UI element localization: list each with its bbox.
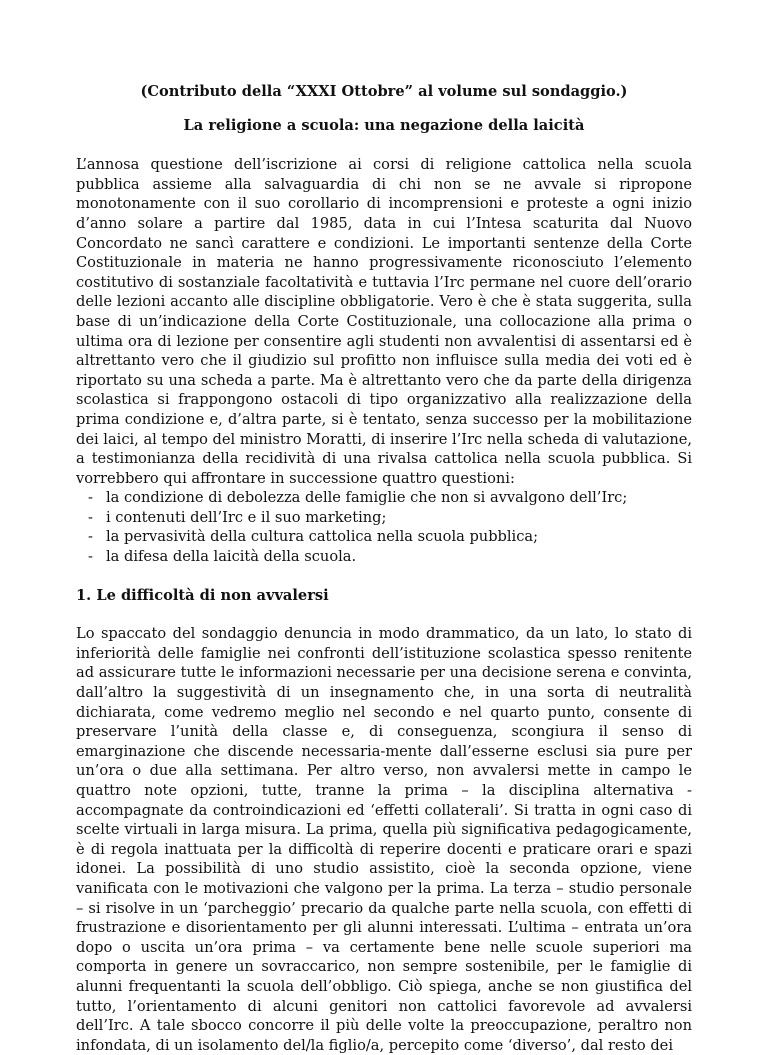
document-header: (Contributo della “XXXI Ottobre” al volume sul sondaggio.)	[140, 83, 628, 100]
document-title: La religione a scuola: una negazione della laicità	[183, 116, 585, 134]
topics-list	[76, 488, 692, 566]
intro-paragraph: L’annosa questione dell’iscrizione ai corsi di religione cattolica nella scuola pubblica assieme alla salvaguardia di chi non se ne avvale si ripropone monotonamente con il suo corollario di incomprensioni e proteste a ogni inizio d’anno solare a partire dal 1985, data in cui l’Intesa scaturita dal Nuovo Concordato ne sancì carattere e condizioni. Le importanti sentenze della Corte Costituzionale in materia ne hanno progressivamente riconosciuto l’elemento costitutivo di sostanziale facoltatività e tuttavia l’Irc permane nel cuore dell’orario delle lezioni accanto alle discipline obbligatorie. Vero è che è stata suggerita, sulla base di un’indicazione della Corte Costituzionale, una collocazione alla prima o ultima ora di lezione per consentire agli studenti non avvalentisi di assentarsi ed è altrettanto vero che il giudizio sul profitto non influisce sulla media dei voti ed è riportato su una scheda a parte. Ma è altrettanto vero che da parte della dirigenza scolastica si frappongono ostacoli di tipo organizzativo alla realizzazione della prima condizione e, d’altra parte, si è tentato, senza successo per la mobilitazione dei laici, al tempo del ministro Moratti, di inserire l’Irc nella scheda di valutazione, a testimonianza della recidività di una rivalsa cattolica nella scuola pubblica. Si vorrebbero qui affrontare in successione quattro questioni:	[76, 156, 692, 487]
list-item	[76, 508, 692, 528]
list-item-text: i contenuti dell’Irc e il suo marketing;	[106, 508, 387, 526]
list-marker: -	[88, 508, 93, 526]
list-item	[76, 488, 692, 508]
section-heading: 1. Le difficoltà di non avvalersi	[76, 586, 329, 604]
list-marker: -	[88, 548, 93, 566]
list-marker: -	[88, 489, 93, 507]
list-item-text: la pervasività della cultura cattolica nella scuola pubblica;	[106, 528, 539, 546]
list-item	[76, 547, 692, 567]
list-item	[76, 527, 692, 547]
list-marker: -	[88, 528, 93, 546]
document-page	[76, 82, 692, 1055]
section-paragraph: Lo spaccato del sondaggio denuncia in modo drammatico, da un lato, lo stato di inferiorità delle famiglie nei confronti dell’istituzione scolastica spesso renitente ad assicurare tutte le informazioni necessarie per una decisione serena e convinta, dall’altro la suggestività di un insegnamento che, in una sorta di neutralità dichiarata, come vedremo meglio nel secondo e nel quarto punto, consente di preservare l’unità della classe e, di conseguenza, scongiura il senso di emarginazione che discende necessaria-mente dall’esserne esclusi sia pure per un’ora o due alla settimana. Per altro verso, non avvalersi mette in campo le quattro note opzioni, tutte, tranne la prima – la disciplina alternativa - accompagnate da controindicazioni ed ‘effetti collaterali’. Si tratta in ogni caso di scelte virtuali in larga misura. La prima, quella più significativa pedagogicamente, è di regola inattuata per la difficoltà di reperire docenti e praticare orari e spazi idonei. La possibilità di uno studio assistito, cioè la seconda opzione, viene vanificata con le motivazioni che valgono per la prima. La terza – studio personale – si risolve in un ‘parcheggio’ precario da qualche parte nella scuola, con effetti di frustrazione e disorientamento per gli alunni interessati. L’ultima – entrata un’ora dopo o uscita un’ora prima – va certamente bene nelle scuole superiori ma comporta in genere un sovraccarico, non sempre sostenibile, per le famiglie di alunni frequentanti la scuola dell’obbligo. Ciò spiega, anche se non giustifica del tutto, l’orientamento di alcuni genitori non cattolici favorevole ad avvalersi dell’Irc. A tale sbocco concorre il più delle volte la preoccupazione, peraltro non infondata, di un isolamento del/la figlio/a, percepito come ‘diverso’, dal resto dei	[76, 625, 692, 1054]
list-item-text: la difesa della laicità della scuola.	[106, 548, 357, 566]
list-item-text: la condizione di debolezza delle famiglie che non si avvalgono dell’Irc;	[106, 489, 628, 507]
